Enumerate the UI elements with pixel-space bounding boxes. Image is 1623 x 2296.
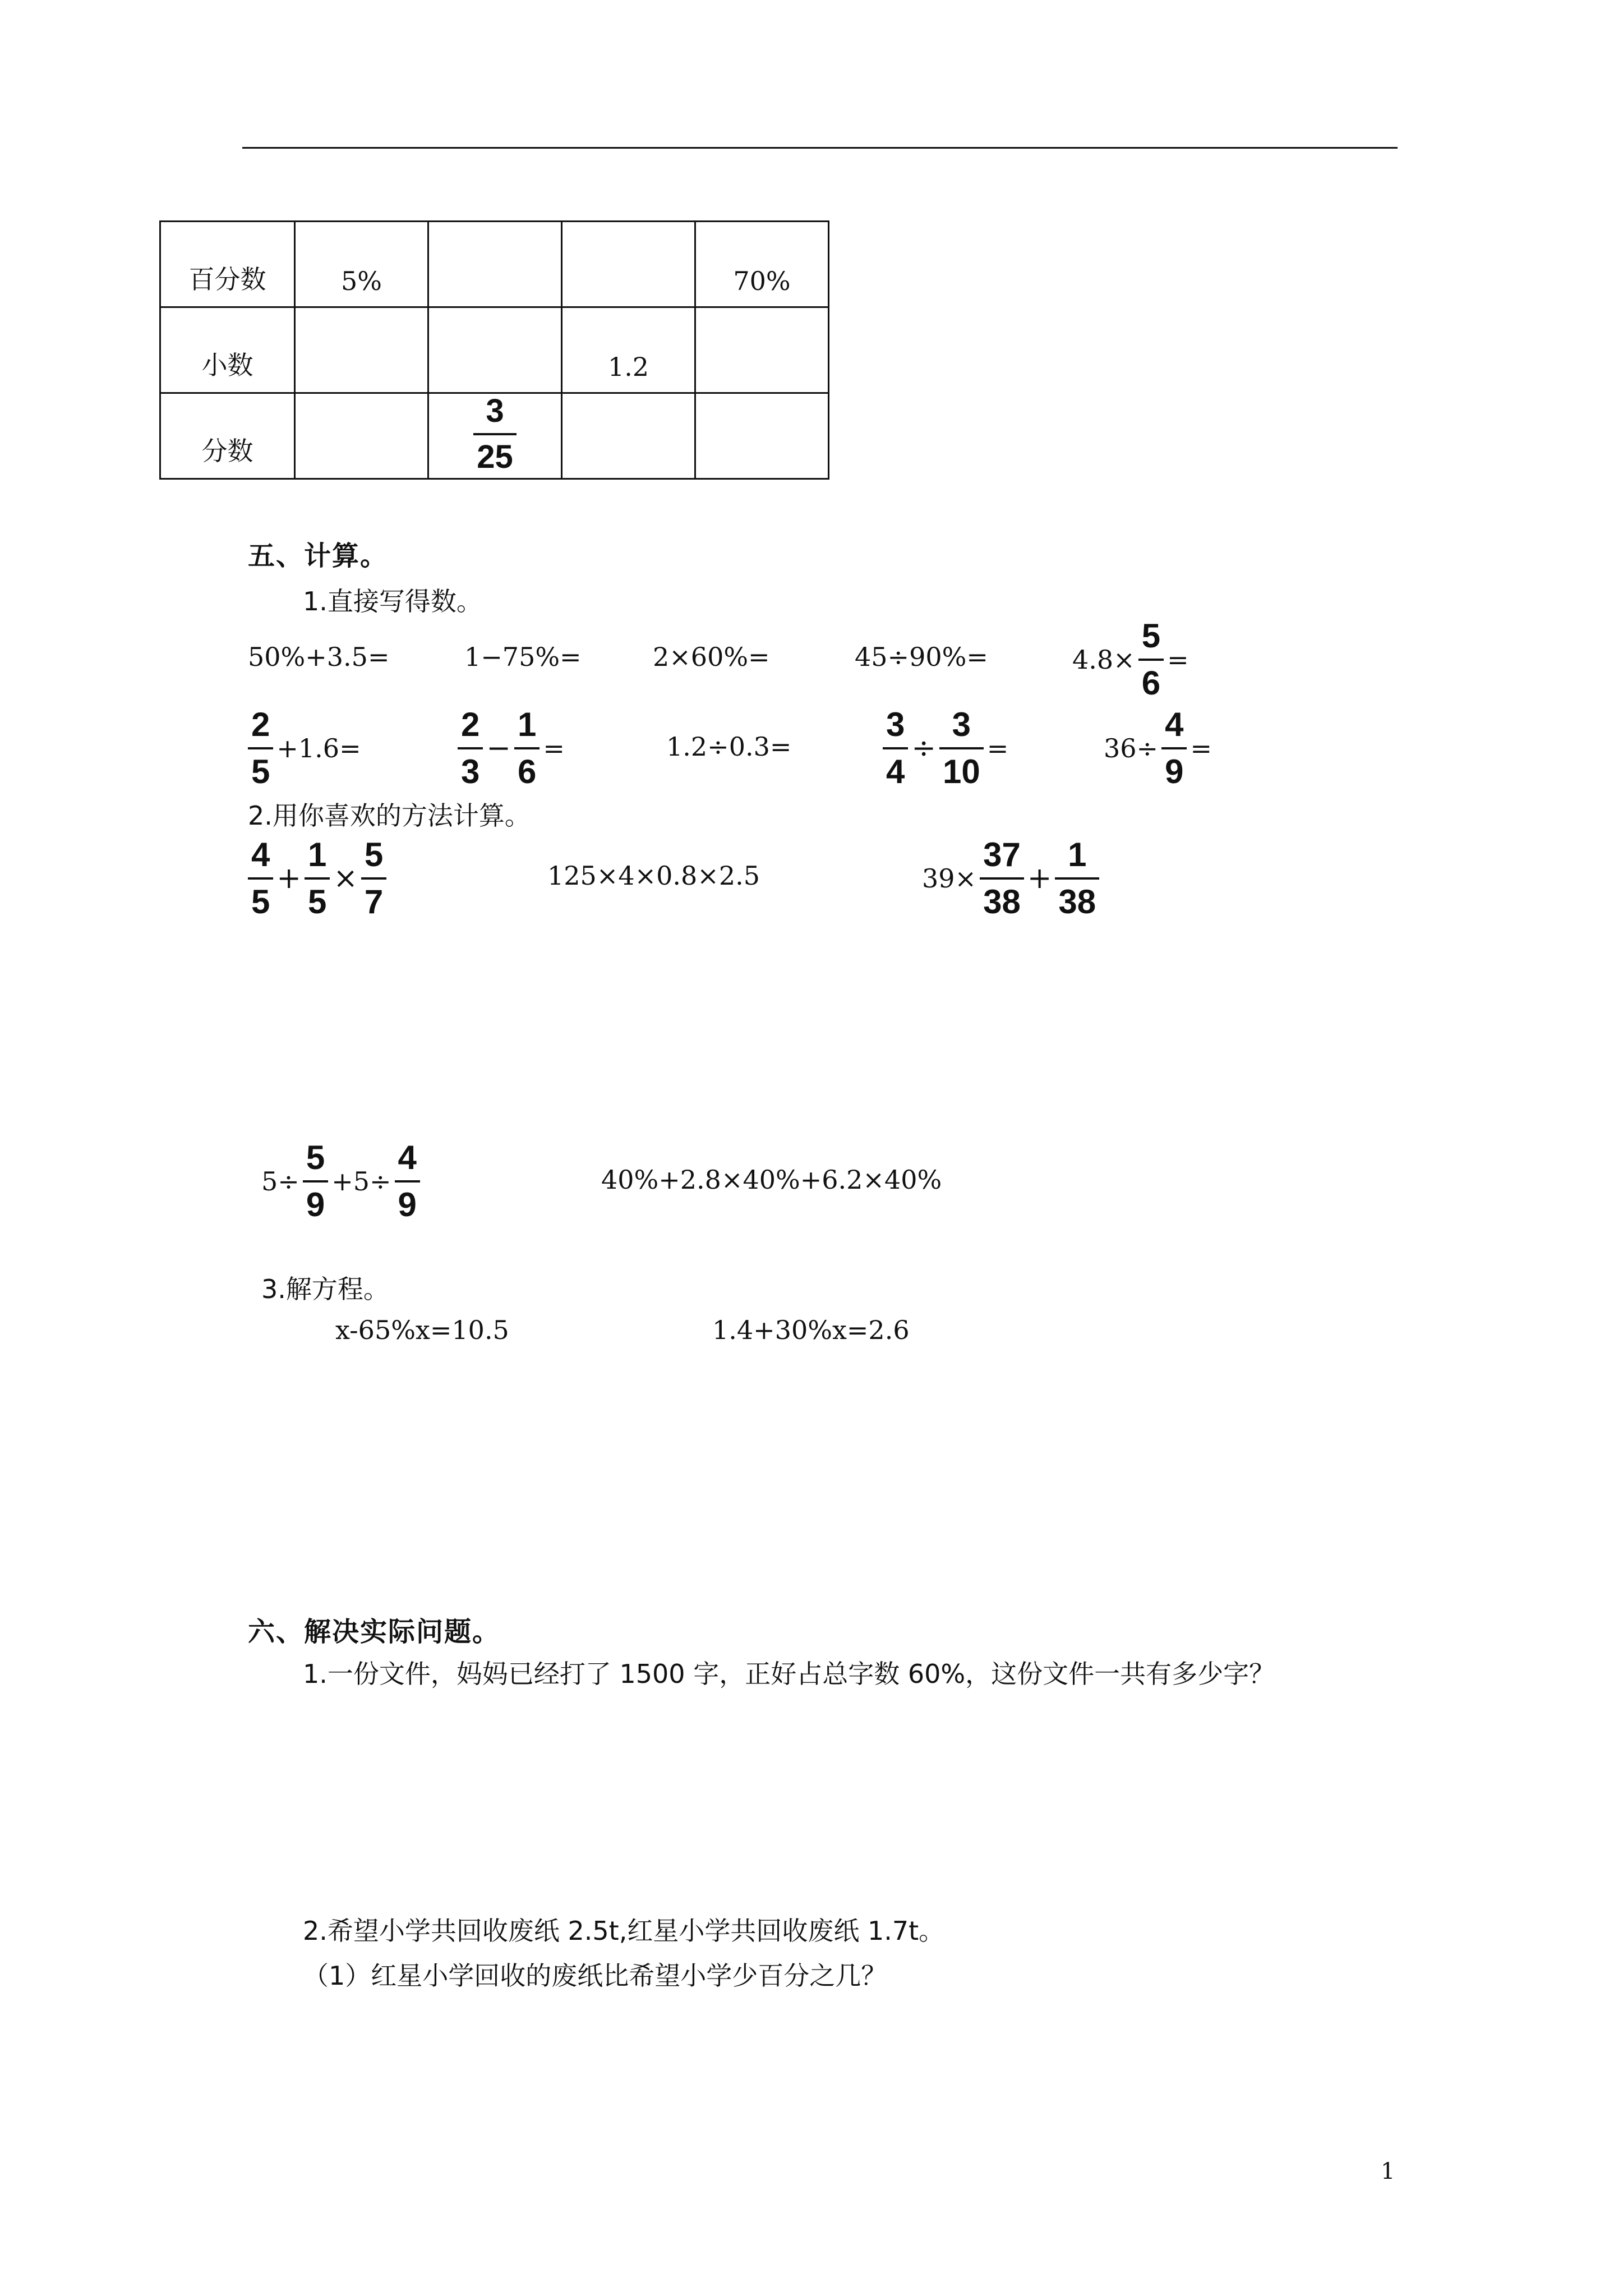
fraction: $\frac{3}{10}$ — [939, 708, 984, 789]
fraction: $\frac{1}{5}$ — [305, 838, 330, 919]
table-row — [160, 222, 829, 307]
equation: x-65%x=10.5 — [335, 1315, 509, 1345]
fraction: $\frac{5}{9}$ — [303, 1141, 328, 1222]
header-rule — [242, 147, 1398, 149]
oral-calc-item: 50%+3.5= — [248, 642, 390, 672]
oral-calc-item: $\frac{2}{3}$ − $\frac{1}{6}$ = — [454, 708, 565, 789]
fraction: $\frac{4}{5}$ — [248, 838, 273, 919]
oral-calc-item: 36÷ $\frac{4}{9}$ = — [1104, 706, 1212, 790]
oral-calc-item: 45÷90%= — [855, 642, 988, 672]
section-five-title: 五、计算。 — [248, 540, 389, 572]
row-label-percent: 百分数 — [188, 264, 266, 295]
calc-problem: $\frac{4}{5}$ + $\frac{1}{5}$ × $\frac{5}{7}$ — [245, 838, 390, 919]
calc-problem: 125×4×0.8×2.5 — [547, 861, 760, 891]
table-row — [160, 307, 829, 393]
conversion-table — [159, 220, 829, 480]
fraction: $\frac{5}{6}$ — [1138, 619, 1164, 700]
oral-calc-item: 4.8× $\frac{5}{6}$ = — [1072, 617, 1189, 702]
calc-problem: 5÷ $\frac{5}{9}$ +5÷ $\frac{4}{9}$ — [261, 1141, 423, 1222]
word-problem: 1.一份文件，妈妈已经打了 1500 字，正好占总字数 60%，这份文件一共有多少字？ — [303, 1659, 1275, 1689]
oral-calc-item: $\frac{3}{4}$ ÷ $\frac{3}{10}$ = — [879, 708, 1008, 789]
oral-calc-item: $\frac{2}{5}$ +1.6= — [245, 708, 361, 789]
table-cell: 70% — [733, 266, 791, 296]
table-cell: 5% — [341, 266, 382, 296]
fraction: $\frac{2}{5}$ — [248, 708, 273, 789]
fraction: $\frac{3}{4}$ — [883, 708, 908, 789]
fraction: $\frac{2}{3}$ — [458, 708, 483, 789]
fraction: $\frac{1}{38}$ — [1055, 838, 1099, 919]
word-problem: 2.希望小学共回收废纸 2.5t,红星小学共回收废纸 1.7t。 — [303, 1916, 945, 1946]
fraction: $\frac{37}{38}$ — [980, 838, 1024, 919]
calc-problem: 40%+2.8×40%+6.2×40% — [601, 1165, 942, 1195]
section-six-title: 六、解决实际问题。 — [248, 1616, 501, 1648]
calc-problem: 39× $\frac{37}{38}$ + $\frac{1}{38}$ — [922, 838, 1103, 919]
equation: 1.4+30%x=2.6 — [712, 1315, 910, 1345]
oral-calc-item: 2×60%= — [653, 642, 770, 672]
table-row — [160, 393, 829, 479]
row-label-decimal: 小数 — [201, 350, 253, 380]
table-cell: 1.2 — [607, 352, 649, 382]
subsection-calc: 2.用你喜欢的方法计算。 — [248, 800, 531, 831]
oral-calc-item: 1−75%= — [464, 642, 582, 672]
oral-calc-item: 1.2÷0.3= — [666, 731, 792, 762]
fraction: $\frac{4}{9}$ — [1161, 708, 1187, 789]
fraction: $\frac{4}{9}$ — [395, 1141, 420, 1222]
page-number: 1 — [1381, 2159, 1395, 2184]
subsection-oral-calc: 1.直接写得数。 — [303, 586, 482, 616]
fraction: $\frac{3}{25}$ — [473, 395, 517, 473]
word-problem-part: （1）红星小学回收的废纸比希望小学少百分之几？ — [303, 1961, 887, 1991]
fraction: $\frac{1}{6}$ — [514, 708, 540, 789]
subsection-equations: 3.解方程。 — [261, 1274, 389, 1304]
row-label-fraction: 分数 — [201, 436, 253, 466]
fraction: $\frac{5}{7}$ — [361, 838, 386, 919]
